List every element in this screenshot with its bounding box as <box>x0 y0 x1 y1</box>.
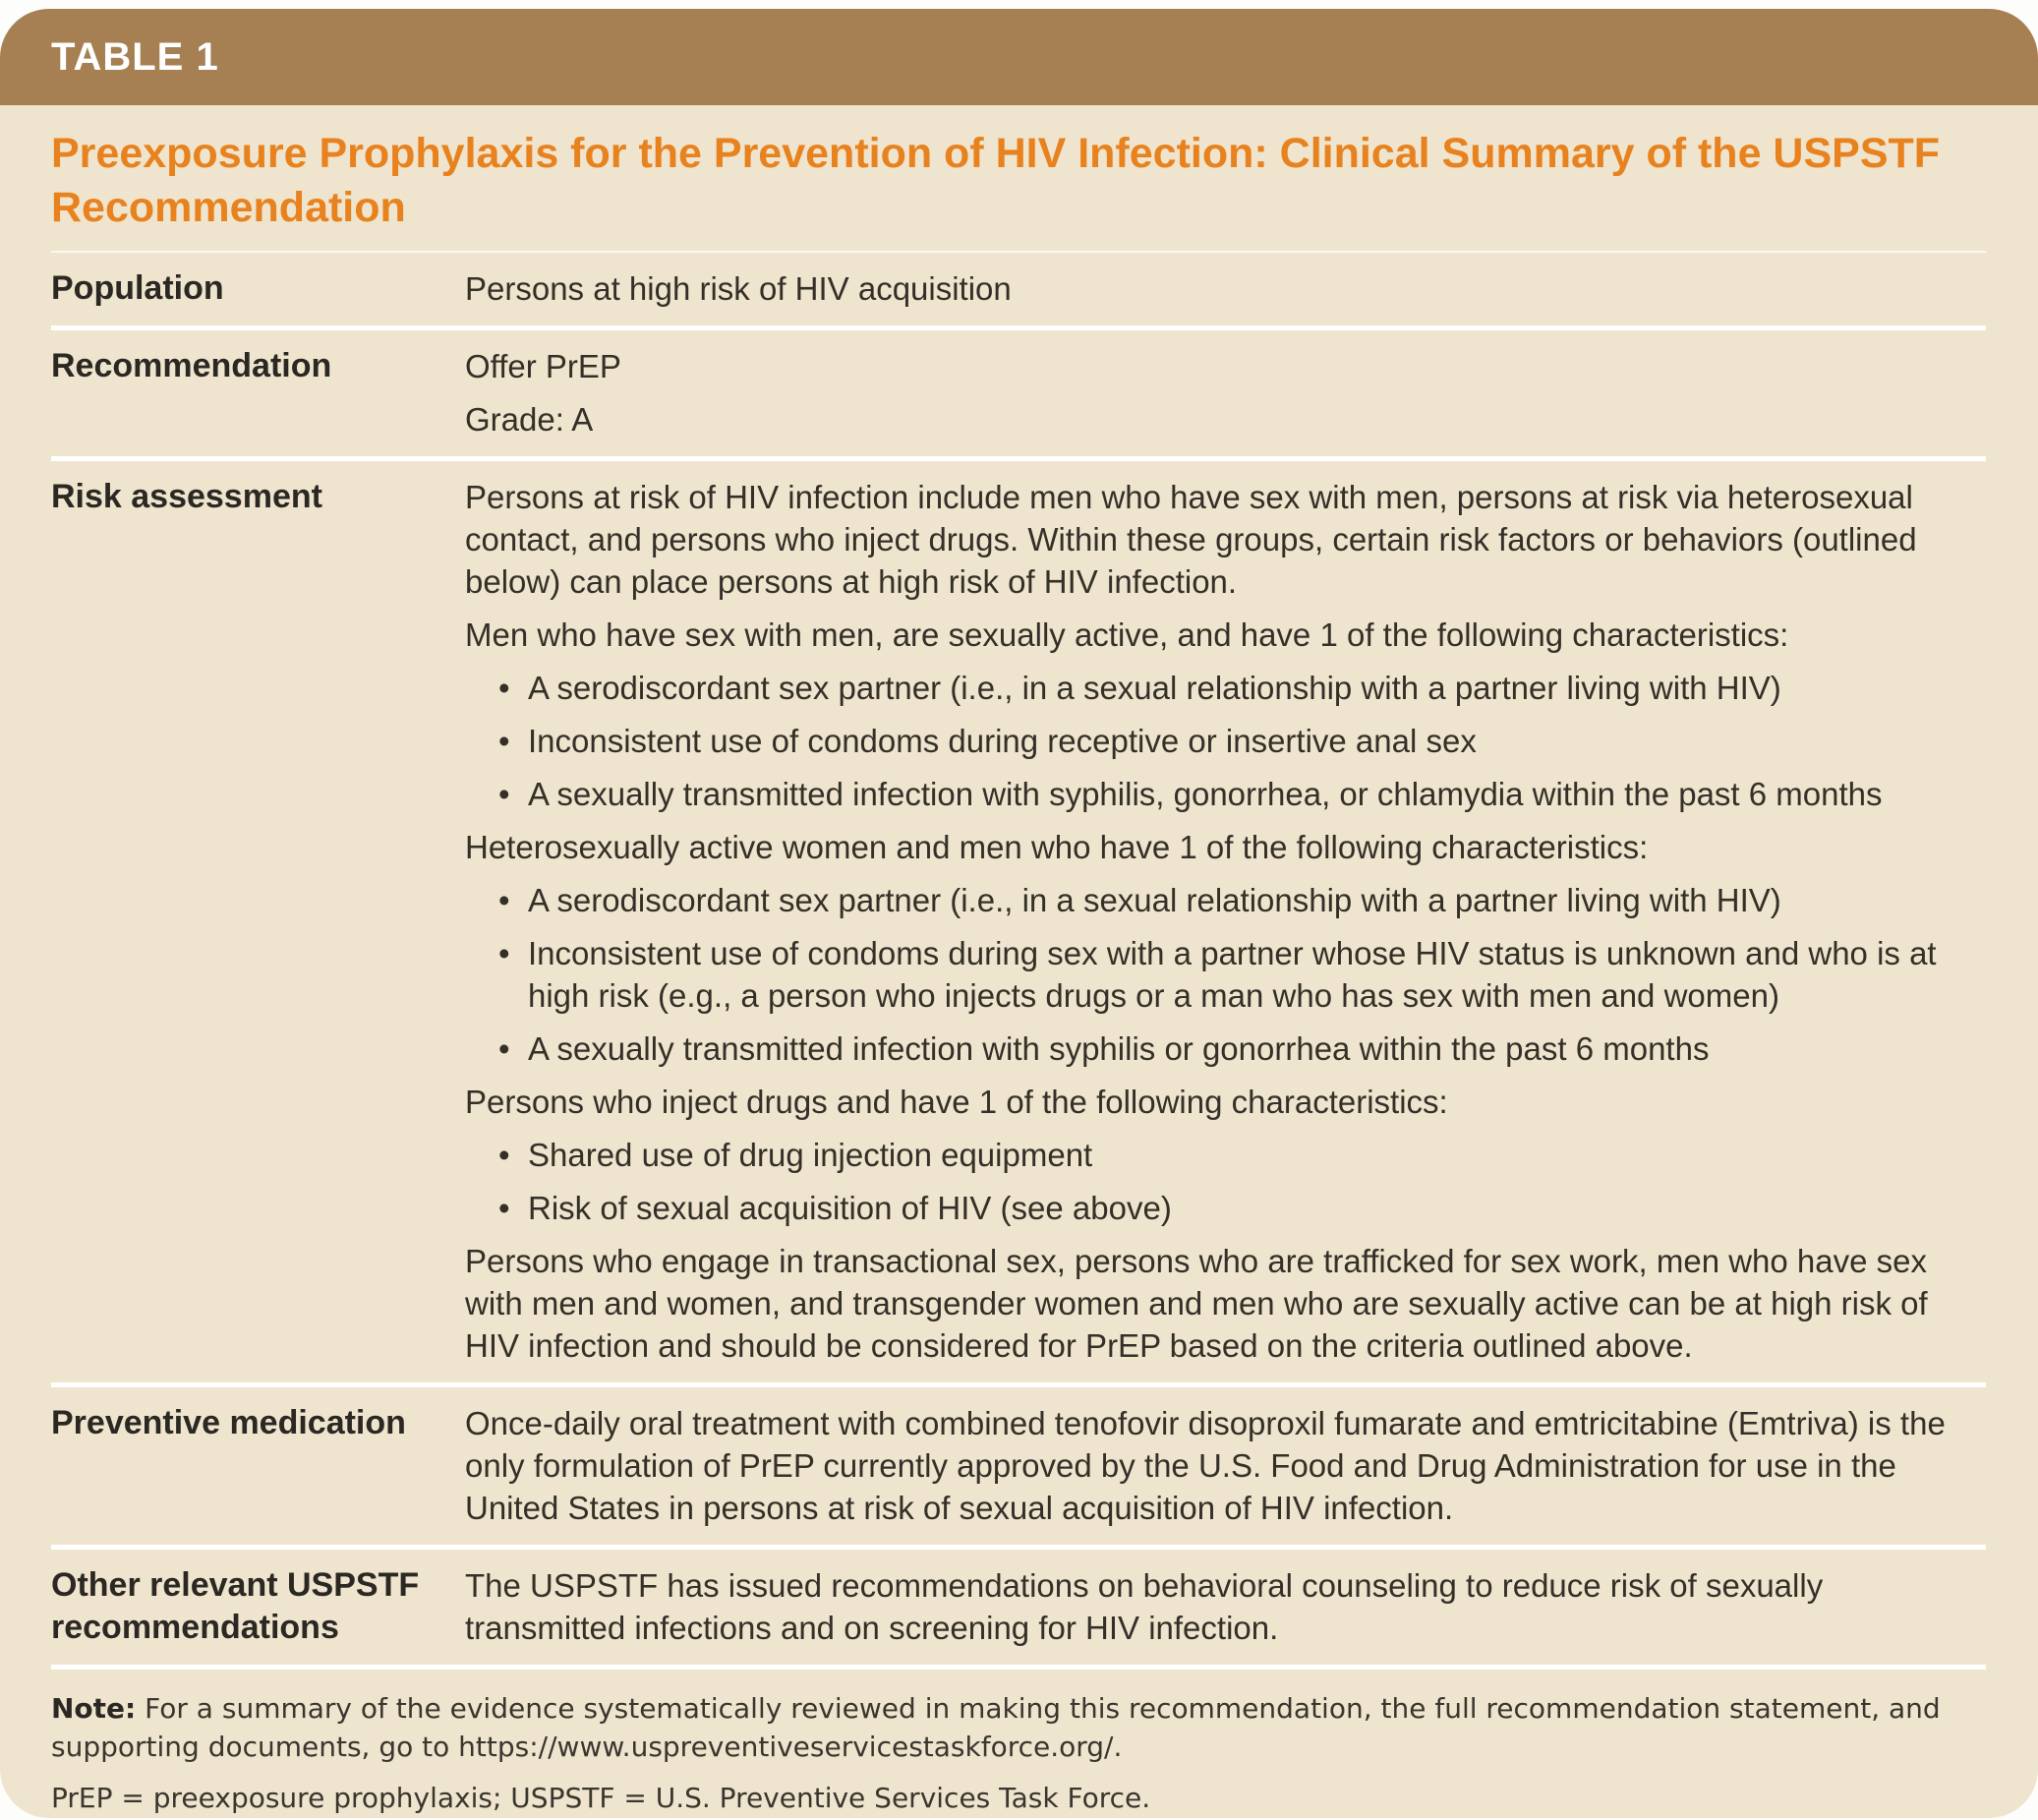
table-body <box>0 105 2038 1818</box>
row-bullet-list <box>465 1134 1986 1229</box>
bullet-item: • Shared use of drug injection equipment <box>465 1134 1986 1176</box>
row-label: Preventive medication <box>51 1404 406 1441</box>
table-header-bar <box>0 9 2038 105</box>
row-paragraph: Persons at risk of HIV infection include men who have sex with men, persons at risk via heterosexual contact, and persons who inject drugs. Within these groups, certain risk factors or behaviors (outlined below) can place persons at high risk of HIV infection. <box>465 479 1917 600</box>
note-text: For a summary of the evidence systematically reviewed in making this recommendation, the full recommendation statement, and supporting documents, go to https://www.uspreventiveservicestaskforce.org/. <box>51 1692 1941 1763</box>
table-title: Preexposure Prophylaxis for the Prevention of HIV Infection: Clinical Summary of the USPSTF Recommendation <box>51 130 1941 231</box>
row-label: Other relevant USPSTF recommendations <box>51 1566 420 1646</box>
row-paragraph: Offer PrEP <box>465 348 621 384</box>
row-paragraph: Heterosexually active women and men who have 1 of the following characteristics: <box>465 829 1649 865</box>
note-label: Note: <box>51 1692 137 1725</box>
bullet-item: • Inconsistent use of condoms during receptive or insertive anal sex <box>465 720 1986 762</box>
row-paragraph: Men who have sex with men, are sexually active, and have 1 of the following characteristics: <box>465 616 1789 653</box>
row-bullet-list <box>465 879 1986 1070</box>
bullet-item: • Inconsistent use of condoms during sex with a partner whose HIV status is unknown and who is at high risk (e.g., a person who injects drugs or a man who has sex with men and women) <box>465 932 1986 1017</box>
table-card <box>0 9 2038 1818</box>
bullet-item: • A sexually transmitted infection with syphilis or gonorrhea within the past 6 months <box>465 1027 1986 1070</box>
bullet-item: • A sexually transmitted infection with syphilis, gonorrhea, or chlamydia within the past 6 months <box>465 773 1986 815</box>
row-paragraph: Persons at high risk of HIV acquisition <box>465 270 1012 307</box>
row-paragraph: Persons who inject drugs and have 1 of the following characteristics: <box>465 1084 1448 1120</box>
table-number-label: TABLE 1 <box>51 34 219 79</box>
row-content <box>465 1564 1986 1649</box>
table-rows <box>51 251 1986 1670</box>
row-paragraph: Grade: A <box>465 401 594 438</box>
table-row <box>51 330 1986 461</box>
row-label: Recommendation <box>51 347 332 384</box>
abbreviations-line: PrEP = preexposure prophylaxis; USPSTF = U.S. Preventive Services Task Force. <box>51 1782 1151 1814</box>
bullet-item: • A serodiscordant sex partner (i.e., in a sexual relationship with a partner living with HIV) <box>465 667 1986 709</box>
row-label: Population <box>51 269 224 307</box>
bullet-item: • Risk of sexual acquisition of HIV (see above) <box>465 1187 1986 1229</box>
bullet-item: • A serodiscordant sex partner (i.e., in a sexual relationship with a partner living with HIV) <box>465 879 1986 921</box>
table-row <box>51 251 1986 330</box>
row-paragraph: Once-daily oral treatment with combined tenofovir disoproxil fumarate and emtricitabine (Emtriva) is the only formulation of PrEP currently approved by the U.S. Food and Drug Administration for use in the United States in persons at risk of sexual acquisition of HIV infection. <box>465 1405 1946 1526</box>
table-footnotes <box>51 1670 1986 1817</box>
row-paragraph: The USPSTF has issued recommendations on behavioral counseling to reduce risk of sexually transmitted infections and on screening for HIV infection. <box>465 1567 1824 1646</box>
row-label: Risk assessment <box>51 478 322 515</box>
row-content <box>465 1402 1986 1529</box>
table-row <box>51 1387 1986 1550</box>
row-content <box>465 345 1986 440</box>
table-row <box>51 1550 1986 1670</box>
note-line <box>51 1689 1986 1766</box>
table-row <box>51 461 1986 1387</box>
row-paragraph: Persons who engage in transactional sex, persons who are trafficked for sex work, men who have sex with men and women, and transgender women and men who are sexually active can be at high risk of HIV infection and should be considered for PrEP based on the criteria outlined above. <box>465 1243 1928 1364</box>
row-bullet-list <box>465 667 1986 815</box>
row-content <box>465 476 1986 1367</box>
row-content <box>465 267 1986 310</box>
